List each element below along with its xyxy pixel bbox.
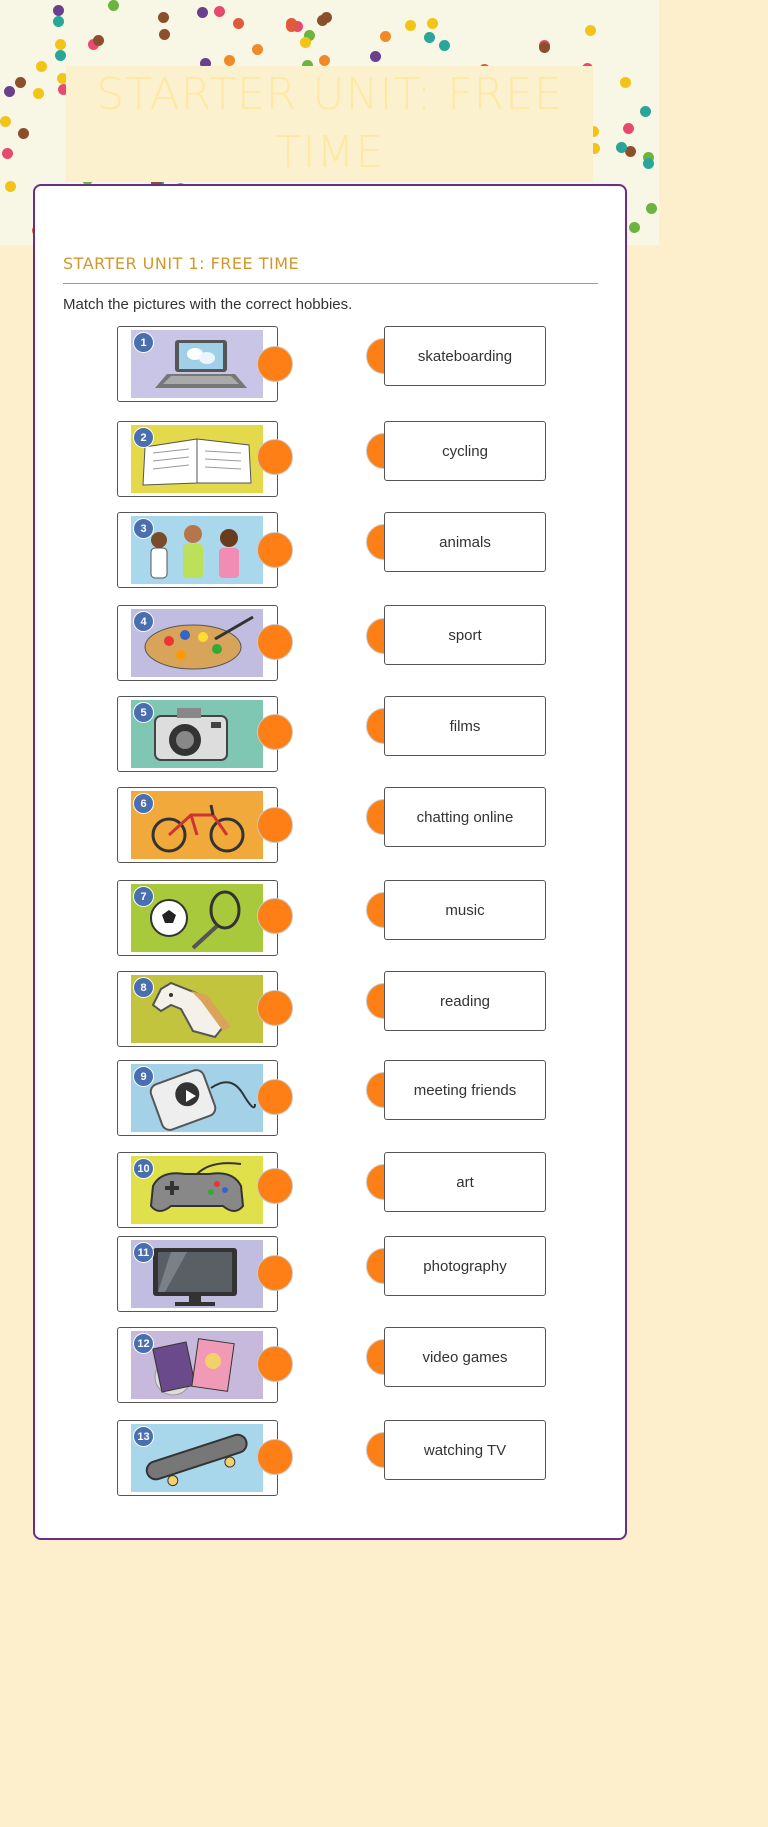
confetti-dot	[620, 77, 631, 88]
word-box-6[interactable]: chatting online	[384, 787, 546, 847]
confetti-dot	[319, 55, 330, 66]
picture-card-8	[117, 971, 278, 1047]
confetti-dot	[159, 29, 170, 40]
confetti-dot	[439, 40, 450, 51]
confetti-dot	[643, 158, 654, 169]
confetti-dot	[108, 0, 119, 11]
confetti-dot	[53, 5, 64, 16]
match-handle-left-13[interactable]	[257, 1439, 293, 1475]
picture-number: 5	[133, 702, 154, 723]
confetti-dot	[55, 39, 66, 50]
confetti-dot	[427, 18, 438, 29]
match-handle-left-5[interactable]	[257, 714, 293, 750]
match-handle-left-7[interactable]	[257, 898, 293, 934]
picture-card-13	[117, 1420, 278, 1496]
match-handle-left-8[interactable]	[257, 990, 293, 1026]
picture-number: 6	[133, 793, 154, 814]
word-box-11[interactable]: photography	[384, 1236, 546, 1296]
word-box-3[interactable]: animals	[384, 512, 546, 572]
confetti-dot	[380, 31, 391, 42]
confetti-dot	[224, 55, 235, 66]
confetti-dot	[53, 16, 64, 27]
match-handle-left-6[interactable]	[257, 807, 293, 843]
word-box-8[interactable]: reading	[384, 971, 546, 1031]
confetti-dot	[15, 77, 26, 88]
confetti-dot	[616, 142, 627, 153]
confetti-dot	[36, 61, 47, 72]
confetti-dot	[629, 222, 640, 233]
confetti-dot	[233, 18, 244, 29]
confetti-dot	[33, 88, 44, 99]
match-handle-left-9[interactable]	[257, 1079, 293, 1115]
word-box-4[interactable]: sport	[384, 605, 546, 665]
match-handle-left-4[interactable]	[257, 624, 293, 660]
match-handle-left-12[interactable]	[257, 1346, 293, 1382]
picture-number: 3	[133, 518, 154, 539]
banner-title: STARTER UNIT: FREE TIME	[96, 69, 563, 178]
confetti-dot	[55, 50, 66, 61]
picture-card-2	[117, 421, 278, 497]
confetti-dot	[197, 7, 208, 18]
picture-number: 2	[133, 427, 154, 448]
confetti-dot	[286, 18, 297, 29]
picture-number: 1	[133, 332, 154, 353]
picture-card-3	[117, 512, 278, 588]
match-handle-left-11[interactable]	[257, 1255, 293, 1291]
confetti-dot	[214, 6, 225, 17]
word-box-9[interactable]: meeting friends	[384, 1060, 546, 1120]
banner-title-box	[66, 66, 593, 182]
match-handle-left-10[interactable]	[257, 1168, 293, 1204]
picture-number: 9	[133, 1066, 154, 1087]
picture-card-7	[117, 880, 278, 956]
picture-number: 7	[133, 886, 154, 907]
picture-card-6	[117, 787, 278, 863]
picture-card-10	[117, 1152, 278, 1228]
confetti-dot	[539, 42, 550, 53]
word-box-10[interactable]: art	[384, 1152, 546, 1212]
picture-number: 12	[133, 1333, 154, 1354]
instruction-text: Match the pictures with the correct hobbies.	[63, 296, 353, 313]
picture-card-9	[117, 1060, 278, 1136]
confetti-dot	[252, 44, 263, 55]
confetti-dot	[623, 123, 634, 134]
confetti-dot	[646, 203, 657, 214]
picture-card-11	[117, 1236, 278, 1312]
worksheet-card	[33, 184, 627, 1540]
confetti-dot	[18, 128, 29, 139]
picture-number: 4	[133, 611, 154, 632]
picture-card-12	[117, 1327, 278, 1403]
picture-card-5	[117, 696, 278, 772]
word-box-2[interactable]: cycling	[384, 421, 546, 481]
picture-number: 13	[133, 1426, 154, 1447]
worksheet-heading: STARTER UNIT 1: FREE TIME	[63, 254, 598, 284]
confetti-dot	[585, 25, 596, 36]
picture-card-1	[117, 326, 278, 402]
word-box-7[interactable]: music	[384, 880, 546, 940]
word-box-5[interactable]: films	[384, 696, 546, 756]
picture-number: 11	[133, 1242, 154, 1263]
word-box-1[interactable]: skateboarding	[384, 326, 546, 386]
picture-number: 10	[133, 1158, 154, 1179]
confetti-dot	[2, 148, 13, 159]
confetti-dot	[93, 35, 104, 46]
match-handle-left-1[interactable]	[257, 346, 293, 382]
confetti-dot	[370, 51, 381, 62]
picture-number: 8	[133, 977, 154, 998]
confetti-dot	[158, 12, 169, 23]
word-box-12[interactable]: video games	[384, 1327, 546, 1387]
confetti-dot	[0, 116, 11, 127]
confetti-dot	[5, 181, 16, 192]
confetti-dot	[4, 86, 15, 97]
word-box-13[interactable]: watching TV	[384, 1420, 546, 1480]
confetti-dot	[424, 32, 435, 43]
match-handle-left-2[interactable]	[257, 439, 293, 475]
confetti-dot	[405, 20, 416, 31]
picture-card-4	[117, 605, 278, 681]
match-handle-left-3[interactable]	[257, 532, 293, 568]
confetti-dot	[300, 37, 311, 48]
confetti-dot	[640, 106, 651, 117]
confetti-dot	[317, 15, 328, 26]
